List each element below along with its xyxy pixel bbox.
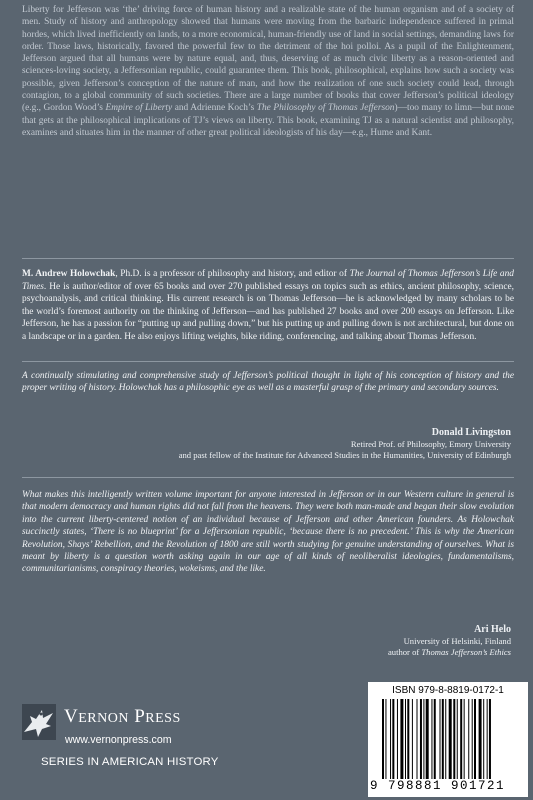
barcode-stripe bbox=[431, 699, 432, 779]
barcode-stripe bbox=[479, 699, 482, 779]
barcode-stripe bbox=[489, 699, 491, 779]
blurb-text-c: )—too many to limn—but none that gets at the philosophical implications of TJ’s views on liberty. This book, examining TJ as a natural scientist and philosophy, examines and situates him in the manner of other great political ideologists of his day—e.g., Hume and Kant. bbox=[22, 103, 514, 138]
barcode-stripe bbox=[440, 699, 441, 779]
barcode-stripe bbox=[442, 699, 444, 779]
isbn-barcode bbox=[368, 682, 528, 797]
publisher-initial-v: V bbox=[64, 706, 79, 727]
publisher-name bbox=[64, 706, 181, 728]
publisher-initial-p: P bbox=[134, 706, 146, 727]
reviewer-2-name: Ari Helo bbox=[474, 624, 511, 635]
divider bbox=[22, 361, 514, 362]
reviewer-1-name: Donald Livingston bbox=[431, 427, 511, 438]
author-bio bbox=[22, 268, 514, 344]
barcode-stripe bbox=[445, 699, 446, 779]
review-quote-1: A continually stimulating and comprehensive study of Jefferson’s political thought in light of his conception of history and the proper writing of history. Holowchak has a philosophic eye as well as a masterful grasp of the primary and secondary sources. bbox=[22, 371, 514, 394]
reviewer-1-attribution bbox=[179, 426, 511, 461]
divider bbox=[22, 477, 514, 478]
reviewer-2-book-title: Thomas Jefferson’s Ethics bbox=[421, 647, 511, 658]
barcode-stripe bbox=[407, 699, 409, 779]
eagle-logo-icon bbox=[22, 704, 56, 740]
barcode-stripe bbox=[449, 699, 452, 779]
barcode-stripe bbox=[405, 699, 406, 779]
barcode-stripe bbox=[423, 699, 424, 779]
barcode-stripe bbox=[474, 699, 476, 779]
bio-text-a: , Ph.D. is a professor of philosophy and history, and editor of bbox=[115, 269, 350, 279]
barcode-stripe bbox=[392, 699, 394, 779]
review-quote-2: What makes this intelligently written volume important for anyone interested in Jefferson or in our Western culture in general is that modern democracy and human rights did not fall from the heavens. They were both man-made and began their slow evolution into the current liberty-centered notion of an individual because of Jefferson and other American founders. As Holowchak succinctly states, ‘There is no blueprint’ for a Jeffersonian republic, ‘because there is no precedent.’ This is why the American Revolution, Shays’ Rebellion, and the Revolution of 1800 are still worth studying for genuine understanding of ourselves. What is meant by liberty is a question worth asking again in our age of all kinds of neoliberalist ideologies, fundamentalisms, communitarianisms, conspiracy theories, wokeisms, and the like. bbox=[22, 490, 514, 575]
book-title-philosophy-of-jefferson: The Philosophy of Thomas Jefferson bbox=[256, 103, 395, 114]
blurb-text-b: and Adrienne Koch’s bbox=[172, 103, 257, 114]
barcode-stripe bbox=[390, 699, 391, 779]
book-title-empire-of-liberty: Empire of Liberty bbox=[105, 103, 173, 114]
barcode-stripe bbox=[385, 699, 386, 779]
barcode-stripe bbox=[420, 699, 422, 779]
barcode-stripe bbox=[417, 699, 418, 779]
barcode-stripe bbox=[382, 699, 384, 779]
barcode-stripe bbox=[434, 699, 436, 779]
barcode-stripe bbox=[397, 699, 398, 779]
barcode-digits: 9 798881 901721 bbox=[370, 779, 506, 793]
author-name: M. Andrew Holowchak bbox=[22, 269, 116, 279]
reviewer-2-credit bbox=[388, 647, 511, 658]
reviewer-2-attribution bbox=[388, 623, 511, 658]
bio-text-b: . He is author/editor of over 65 books and over 270 published essays on topics such as ethics, ancient philosophy, science, psychoanalysis, and critical thinking. His current research is on Thomas Jefferson—he is acknowledged by many scholars to be the world’s foremost authority on the thinking of Jefferson—and has published 27 books and over 200 essays on Jefferson. Like Jefferson, he has a passion for “putting up and pulling down,” but his putting up and pulling down is not architectural, but done on a landscape or in a garden. He also enjoys lifting weights, bike riding, conferencing, and talking about Thomas Jefferson. bbox=[22, 281, 514, 342]
barcode-stripe bbox=[457, 699, 458, 779]
publisher-brand bbox=[22, 702, 322, 792]
reviewer-1-fellowship: and past fellow of the Institute for Advanced Studies in the Humanities, University of Edinburgh bbox=[178, 450, 511, 461]
barcode-stripe bbox=[487, 699, 488, 779]
journal-title: The Journal of Thomas Jefferson’s Life and Times bbox=[22, 269, 514, 292]
publisher-url: www.vernonpress.com bbox=[65, 734, 172, 746]
divider bbox=[22, 258, 514, 259]
barcode-stripe bbox=[460, 699, 462, 779]
reviewer-1-affiliation: Retired Prof. of Philosophy, Emory University bbox=[350, 439, 511, 449]
barcode-stripe bbox=[453, 699, 455, 779]
publisher-name-part-1: ERNON bbox=[78, 711, 129, 726]
reviewer-2-affiliation: University of Helsinki, Finland bbox=[403, 636, 511, 646]
barcode-stripe bbox=[412, 699, 413, 779]
barcode-stripe bbox=[464, 699, 465, 779]
blurb-text-a: Liberty for Jefferson was ‘the’ driving force of human history and a realizable state of the human organism and of a society of men. Study of history and anthropology showed that humans were moving from the barbaric independence suffered in primal hordes, which lived inefficiently on lands, to a more economical, human-friendly use of land in social settings, demanding laws for order. Those laws, historically, favored the powerful few to the detriment of the hoi polloi. As a pupil of the Enlightenment, Jefferson argued that all humans were by nature equal, and, thus, deserving of as much civic liberty as a reason-oriented and sciences-loving society, a Jeffersonian republic, could guarantee them. This book, philosophical, explains how such a society was possible, given Jefferson’s conception of the nature of man, and how the realization of one such society could lead, through contagion, to a global community of such societies. There are a large number of books that cover Jefferson’s political ideology (e.g., Gordon Wood’s bbox=[22, 5, 514, 114]
barcode-bars bbox=[382, 699, 520, 779]
series-name: SERIES IN AMERICAN HISTORY bbox=[41, 756, 219, 768]
reviewer-2-credit-prefix: author of bbox=[387, 647, 422, 658]
isbn-label: ISBN 979-8-8819-0172-1 bbox=[392, 685, 504, 696]
barcode-stripe bbox=[400, 699, 403, 779]
publisher-name-part-2: RESS bbox=[145, 711, 181, 726]
book-description bbox=[22, 4, 514, 139]
barcode-stripe bbox=[483, 699, 484, 779]
barcode-stripe bbox=[468, 699, 469, 779]
barcode-stripe bbox=[426, 699, 429, 779]
barcode-stripe bbox=[472, 699, 473, 779]
